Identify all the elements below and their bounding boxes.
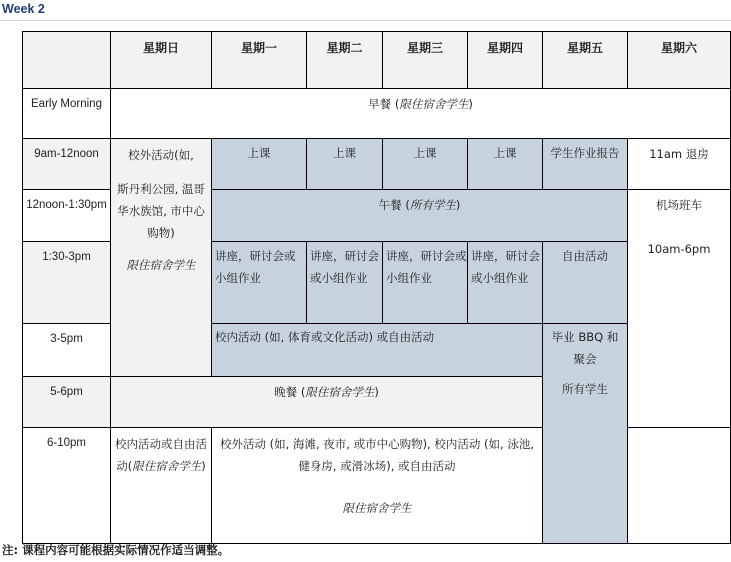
graduation-cell (543, 324, 628, 544)
week-label: Week 2 (2, 2, 45, 16)
lunch-note: 所有学生 (409, 198, 456, 212)
dinner-close: ) (374, 385, 379, 399)
time-early-afternoon: 1:30-3pm (23, 242, 111, 324)
graduation-line2: 所有学生 (562, 382, 608, 396)
lecture-thursday: 讲座，研讨会或小组作业 (468, 242, 543, 324)
saturday-shuttle: 机场班车 (656, 198, 702, 212)
time-evening: 6-10pm (23, 428, 111, 544)
footnote: 注: 课程内容可能根据实际情况作适当调整。 (2, 543, 230, 557)
campus-activity-cell: 校内活动 (如, 体育或文化活动) 或自由活动 (212, 324, 543, 377)
saturday-shuttle-time: 10am-6pm (647, 242, 711, 256)
lecture-monday: 讲座，研讨会或小组作业 (212, 242, 307, 324)
sunday-evening-cell (111, 428, 212, 544)
lecture-tuesday: 讲座，研讨会或小组作业 (307, 242, 383, 324)
saturday-checkout: 11am 退房 (628, 139, 731, 190)
sunday-offcampus-cell (111, 139, 212, 377)
saturday-shuttle-cell (628, 190, 731, 428)
dinner-label: 晚餐 ( (274, 385, 306, 399)
lecture-wednesday: 讲座，研讨会或小组作业 (383, 242, 468, 324)
time-early-morning: Early Morning (23, 89, 111, 139)
evening-activity-text: 校外活动 (如, 海滩, 夜市, 或市中心购物), 校内活动 (如, 泳池, 健身房, 或滑冰场), 或自由活动 (220, 437, 534, 473)
header-row (23, 32, 731, 89)
time-lunch: 12noon-1:30pm (23, 190, 111, 242)
sunday-line2: 斯丹利公园, 温哥华水族馆, 市中心购物) (117, 182, 205, 240)
header-friday: 星期五 (543, 32, 628, 89)
top-divider (0, 20, 731, 21)
header-tuesday: 星期二 (307, 32, 383, 89)
class-wednesday: 上课 (383, 139, 468, 190)
evening-activity-cell (212, 428, 543, 544)
time-morning: 9am-12noon (23, 139, 111, 190)
header-sunday: 星期日 (111, 32, 212, 89)
header-corner (23, 32, 111, 89)
saturday-evening-empty (628, 428, 731, 544)
sunday-evening-note: 限住宿舍学生 (132, 459, 202, 473)
header-monday: 星期一 (212, 32, 307, 89)
schedule-table (22, 31, 731, 544)
friday-free: 自由活动 (543, 242, 628, 324)
class-tuesday: 上课 (307, 139, 383, 190)
dinner-cell (111, 377, 543, 428)
class-thursday: 上课 (468, 139, 543, 190)
class-monday: 上课 (212, 139, 307, 190)
sunday-line1: 校外活动(如, (128, 148, 194, 162)
friday-report: 学生作业报告 (543, 139, 628, 190)
sunday-evening-close: ) (201, 459, 206, 473)
header-wednesday: 星期三 (383, 32, 468, 89)
row-morning (23, 139, 731, 190)
dinner-note: 限住宿舍学生 (305, 385, 375, 399)
breakfast-close: ) (468, 97, 473, 111)
evening-activity-note: 限住宿舍学生 (342, 501, 412, 515)
graduation-line1: 毕业 BBQ 和聚会 (551, 330, 619, 366)
lunch-label: 午餐 ( (378, 198, 410, 212)
sunday-evening-text: 校内活动或自由活动( (115, 437, 207, 473)
lunch-cell (212, 190, 628, 242)
breakfast-label: 早餐 ( (368, 97, 400, 111)
breakfast-note: 限住宿舍学生 (399, 97, 469, 111)
breakfast-cell (111, 89, 731, 139)
header-saturday: 星期六 (628, 32, 731, 89)
lunch-close: ) (455, 198, 461, 212)
sunday-line3: 限住宿舍学生 (126, 258, 196, 272)
row-early-morning (23, 89, 731, 139)
header-thursday: 星期四 (468, 32, 543, 89)
time-late-afternoon: 5-6pm (23, 377, 111, 428)
time-afternoon: 3-5pm (23, 324, 111, 377)
